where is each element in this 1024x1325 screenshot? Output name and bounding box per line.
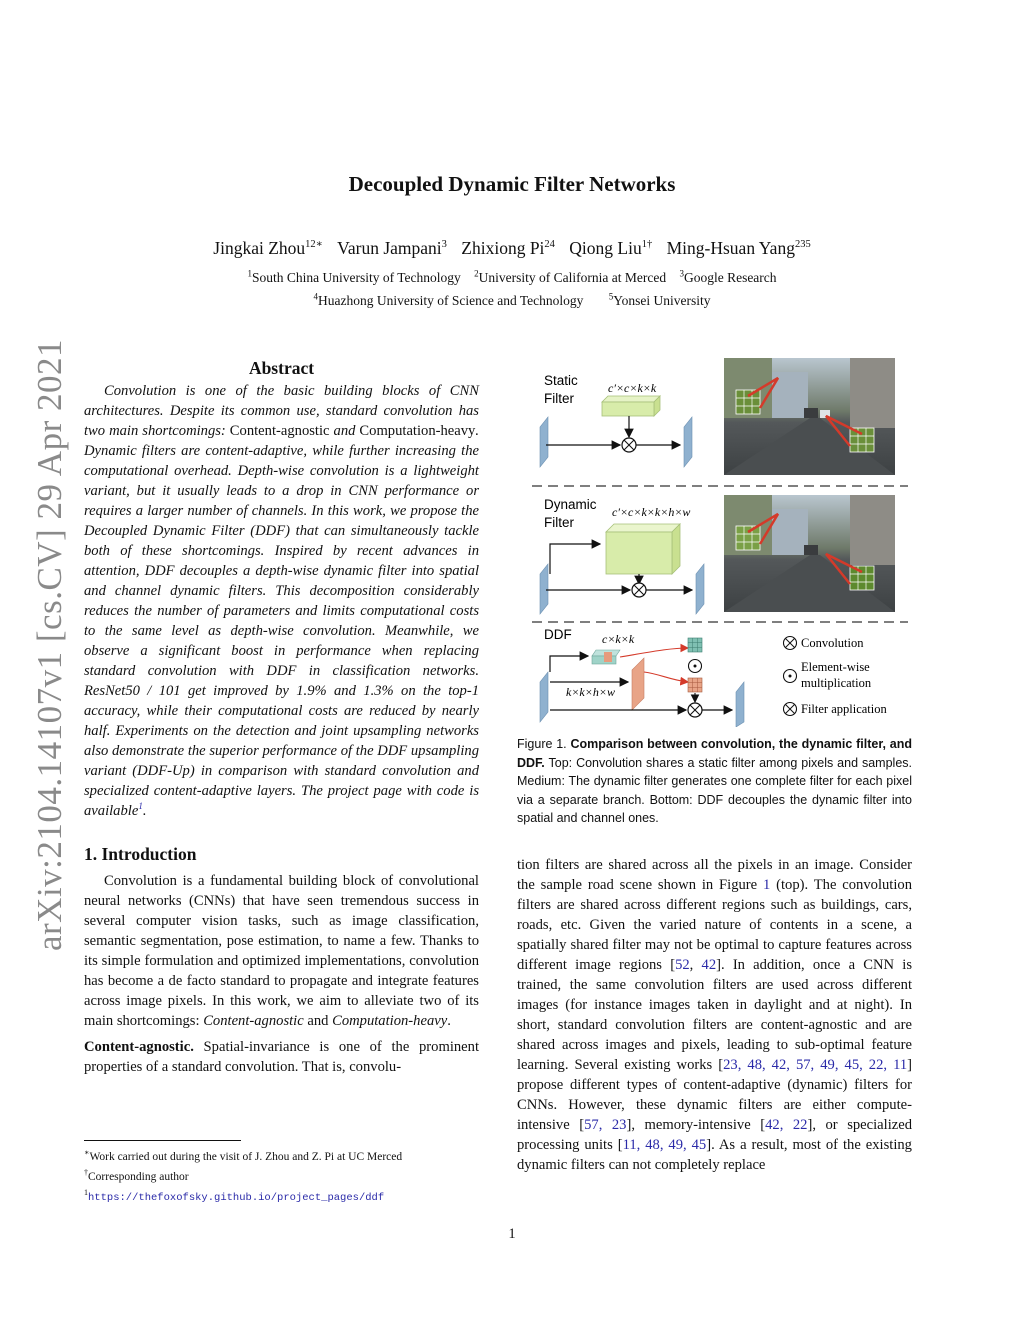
figure-reference-link[interactable]: 1 [763, 877, 771, 893]
affiliations-line-2 [0, 291, 1024, 309]
paper-title: Decoupled Dynamic Filter Networks [348, 172, 676, 196]
ddf-spatial-dims: k×k×h×w [566, 685, 615, 699]
citation-link[interactable]: 52 [675, 957, 690, 973]
footnote: ∗Work carried out during the visit of J. Zhou and Z. Pi at UC Merced [84, 1148, 403, 1163]
svg-text:Filter application: Filter application [801, 702, 887, 716]
dynamic-filter-label-2: Filter [544, 515, 574, 530]
footnotes [84, 1140, 479, 1205]
footnote-rule [84, 1140, 241, 1141]
affiliation: $^2$University of California at Merced [474, 268, 667, 285]
channel-filter-block [592, 650, 620, 664]
citation-link[interactable]: 42 [701, 957, 717, 973]
footnote-link[interactable]: 1 [138, 801, 143, 812]
static-filter-label-2: Filter [544, 391, 574, 406]
abstract-heading: Abstract [248, 358, 315, 378]
spatial-filter-block [632, 658, 644, 710]
citation-link[interactable]: 23, 48, 42, 57, 49, 45, 22, 11 [723, 1057, 908, 1073]
author-list [0, 238, 1024, 259]
footnote: †Corresponding author [84, 1167, 189, 1183]
right-column [517, 855, 912, 1175]
section-heading-introduction: 1. Introduction [84, 844, 197, 864]
ddf-channel-dims: c×k×k [602, 632, 635, 646]
abstract-text: Convolution is one of the basic building blocks of CNN architectures. Despite its common use, standard convolution has two main shortcomings: Content-agnostic and Computation-heavy. Dynamic filters are content-adaptive, while further increasing the computational overhead. Depth-wise convolution is a lightweight variant, but it usually leads to a drop in CNN performance or requires a larger number of channels. In this work, we propose the Decoupled Dynamic Filter (DDF) that can simultaneously tackle both of these shortcomings. Inspired by recent advances in attention, DDF decouples a depth-wise dynamic filter into spatial and channel dynamic filters. This decomposition considerably reduces the number of parameters and limits computational costs to the same level as depth-wise convolution. Meanwhile, we observe a significant boost in performance when replacing standard convolution with DDF in classification networks. ResNet50 / 101 get improved by 1.9% and 1.3% on the top-1 accuracy, while their computational costs are reduced by nearly half. Experiments on the detection and joint upsampling networks also demonstrate the superior performance of the DDF upsampling variant (DDF-Up) in comparison with standard convolution and specialized content-adaptive layers. The project page with code is available$^1$. [84, 383, 479, 819]
affiliation: $^5$Yonsei University [608, 291, 711, 308]
element-wise-multiplication-operator [689, 660, 702, 673]
citation-link[interactable]: 57, 23 [584, 1117, 627, 1133]
intro-continuation-paragraph: tion filters are shared across all the pixels in an image. Consider the sample road scene shown in Figure 1 (top). The convolution filters are shared across different regions such as buildings, cars, roads, etc. Given the varied nature of contents in a scene, a spatially shared filter may not be optimal to capture features across different image regions [52, 42]. In addition, once a CNN is trained, the same convolution filters are used across different images (for instance images taken in daylight and at night). In short, standard convolution filters are content-agnostic and are shared across images and pixels, leading to sub-optimal feature learning. Several existing works [23, 48, 42, 57, 49, 45, 22, 11] propose different types of content-adaptive (dynamic) filters for CNNs. However, these dynamic filters are either compute-intensive [57, 23], memory-intensive [42, 22], or specialized processing units [11, 48, 49, 45]. As a result, most of the existing dynamic filters can not completely replace [517, 857, 913, 1173]
ddf-label: DDF [544, 627, 572, 642]
affiliation: $^4$Huazhong University of Science and Technology [313, 291, 584, 308]
page-number: 1 [508, 1226, 516, 1242]
svg-text:multiplication: multiplication [801, 676, 872, 690]
figure-1-diagram [520, 352, 915, 727]
svg-text:Element-wise: Element-wise [801, 660, 870, 674]
legend-element-wise-multiplication [784, 660, 872, 690]
paragraph-label: Content-agnostic. [84, 1039, 194, 1055]
legend-filter-application [784, 702, 888, 716]
left-column [84, 357, 479, 1077]
arxiv-identifier-stamp: arXiv:2104.14107v1 [cs.CV] 29 Apr 2021 [30, 338, 69, 952]
author: Jingkai Zhou$^{12∗}$ [213, 238, 323, 258]
road-scene-image-dynamic [724, 495, 895, 612]
static-filter-label: Static [544, 373, 578, 388]
channel-filter-grid [688, 638, 702, 652]
project-page-link[interactable]: https://thefoxofsky.github.io/project_pages/ddf [88, 1191, 385, 1204]
svg-text:Convolution: Convolution [801, 636, 864, 650]
convolution-operator [622, 438, 636, 452]
input-feature-block [540, 564, 548, 614]
content-agnostic-paragraph: Content-agnostic. Spatial-invariance is one of the prominent properties of a standard convolution. That is, convolu- [84, 1039, 479, 1075]
spatial-filter-grid [688, 678, 702, 692]
dynamic-filter-dims: c′×c×k×k×h×w [612, 505, 691, 519]
dynamic-filter-label: Dynamic [544, 497, 597, 512]
input-feature-block [540, 672, 548, 722]
filter-application-operator [688, 703, 702, 717]
output-feature-block [736, 682, 744, 727]
citation-link[interactable]: 11, 48, 49, 45 [622, 1137, 707, 1153]
intro-paragraph: Convolution is a fundamental building block of convolutional neural networks (CNNs) that have seen tremendous success in several computer vision tasks, such as image classification, semantic segmentation, pose estimation, to name a few. Thanks to its simple formulation and optimized implementations, convolution has become a de facto standard to propagate and integrate features across image pixels. In this work, we aim to alleviate two of its main shortcomings: Content-agnostic and Computation-heavy. [84, 873, 479, 1029]
convolution-operator [632, 583, 646, 597]
static-filter-block [602, 396, 660, 416]
citation-link[interactable]: 42, 22 [765, 1117, 808, 1133]
output-feature-block [684, 417, 692, 467]
legend-convolution [784, 636, 865, 650]
affiliations-line-1 [0, 268, 1024, 286]
author: Qiong Liu$^{1\dagger}$ [569, 238, 653, 258]
figure-1-caption: Figure 1. Comparison between convolution, the dynamic filter, and DDF. Top: Convolution shares a static filter among pixels and samples. Medium: The dynamic filter generates one complete filter for each pixel via a separate branch. Bottom: DDF decouples the dynamic filter into spatial and channel ones. [517, 737, 912, 825]
author: Varun Jampani$^3$ [337, 238, 447, 258]
affiliation: $^3$Google Research [679, 268, 777, 285]
input-feature-block [540, 417, 548, 467]
author: Zhixiong Pi$^{24}$ [461, 238, 555, 258]
output-feature-block [696, 564, 704, 614]
road-scene-image-static [724, 358, 895, 475]
affiliation: $^1$South China University of Technology [247, 268, 461, 285]
static-filter-dims: c′×c×k×k [608, 381, 657, 395]
author: Ming-Hsuan Yang$^{235}$ [666, 238, 811, 258]
footnote: $^1$https://thefoxofsky.github.io/project_pages/ddf [84, 1187, 385, 1204]
dynamic-filter-block [606, 524, 680, 574]
